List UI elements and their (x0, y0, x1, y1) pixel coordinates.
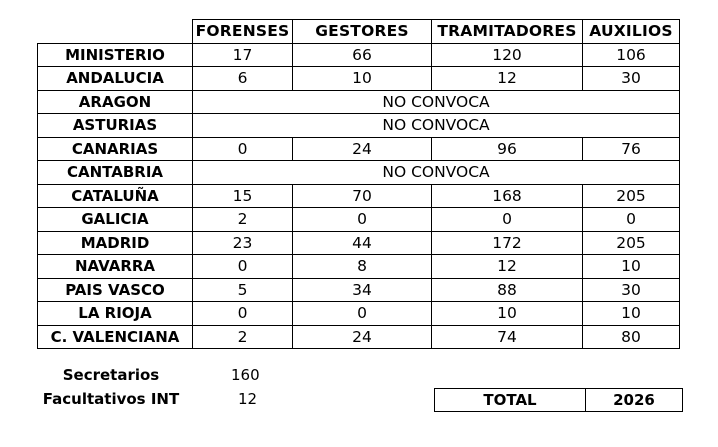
value-cell: 0 (193, 255, 293, 279)
value-cell: 10 (293, 67, 432, 91)
table-row (38, 161, 680, 185)
value-cell: 205 (583, 231, 680, 255)
value-cell: 106 (583, 43, 680, 67)
table-row (38, 278, 680, 302)
table-row (38, 325, 680, 349)
value-cell: 0 (293, 208, 432, 232)
no-convoca-cell: NO CONVOCA (193, 161, 680, 185)
table-body (38, 43, 680, 349)
column-header-forenses: FORENSES (193, 20, 293, 44)
value-cell: 23 (193, 231, 293, 255)
table-row (38, 208, 680, 232)
value-cell: 30 (583, 67, 680, 91)
value-cell: 168 (432, 184, 583, 208)
column-header-gestores: GESTORES (293, 20, 432, 44)
value-cell: 74 (432, 325, 583, 349)
total-box (434, 388, 683, 412)
table-row (38, 231, 680, 255)
value-cell: 24 (293, 137, 432, 161)
value-cell: 76 (583, 137, 680, 161)
no-convoca-cell: NO CONVOCA (193, 90, 680, 114)
table-row (38, 184, 680, 208)
value-cell: 12 (432, 67, 583, 91)
value-cell: 10 (583, 302, 680, 326)
region-name: ASTURIAS (38, 114, 193, 138)
column-header-tramitadores: TRAMITADORES (432, 20, 583, 44)
value-cell: 120 (432, 43, 583, 67)
value-cell: 44 (293, 231, 432, 255)
value-cell: 34 (293, 278, 432, 302)
value-cell: 8 (293, 255, 432, 279)
region-name: MINISTERIO (38, 43, 193, 67)
region-name: PAIS VASCO (38, 278, 193, 302)
no-convoca-cell: NO CONVOCA (193, 114, 680, 138)
value-cell: 12 (432, 255, 583, 279)
table-row (38, 67, 680, 91)
region-name: ARAGON (38, 90, 193, 114)
value-cell: 10 (432, 302, 583, 326)
value-cell: 0 (293, 302, 432, 326)
value-cell: 24 (293, 325, 432, 349)
region-name: MADRID (38, 231, 193, 255)
region-name: CANARIAS (38, 137, 193, 161)
value-cell: 80 (583, 325, 680, 349)
value-cell: 6 (193, 67, 293, 91)
value-cell: 5 (193, 278, 293, 302)
column-header-auxilios: AUXILIOS (583, 20, 680, 44)
table-row (38, 43, 680, 67)
table-row (38, 255, 680, 279)
value-cell: 0 (193, 302, 293, 326)
table-row (38, 137, 680, 161)
region-name: CANTABRIA (38, 161, 193, 185)
table-row (38, 90, 680, 114)
extra-label-facultativos: Facultativos INT (42, 390, 180, 408)
region-name: ANDALUCIA (38, 67, 193, 91)
region-name: NAVARRA (38, 255, 193, 279)
region-name: C. VALENCIANA (38, 325, 193, 349)
value-cell: 172 (432, 231, 583, 255)
region-name: LA RIOJA (38, 302, 193, 326)
value-cell: 0 (583, 208, 680, 232)
extra-value-facultativos: 12 (238, 390, 258, 408)
value-cell: 30 (583, 278, 680, 302)
table-row (38, 302, 680, 326)
total-value: 2026 (586, 389, 683, 412)
header-row (38, 20, 680, 44)
value-cell: 88 (432, 278, 583, 302)
header-corner (38, 20, 193, 44)
value-cell: 10 (583, 255, 680, 279)
extra-label-secretarios: Secretarios (62, 366, 160, 384)
value-cell: 17 (193, 43, 293, 67)
value-cell: 0 (432, 208, 583, 232)
total-label: TOTAL (435, 389, 586, 412)
value-cell: 96 (432, 137, 583, 161)
value-cell: 2 (193, 208, 293, 232)
convocatoria-table (37, 19, 680, 349)
value-cell: 205 (583, 184, 680, 208)
value-cell: 15 (193, 184, 293, 208)
value-cell: 70 (293, 184, 432, 208)
extra-value-secretarios: 160 (231, 366, 260, 384)
region-name: CATALUÑA (38, 184, 193, 208)
value-cell: 2 (193, 325, 293, 349)
value-cell: 0 (193, 137, 293, 161)
table-row (38, 114, 680, 138)
region-name: GALICIA (38, 208, 193, 232)
value-cell: 66 (293, 43, 432, 67)
